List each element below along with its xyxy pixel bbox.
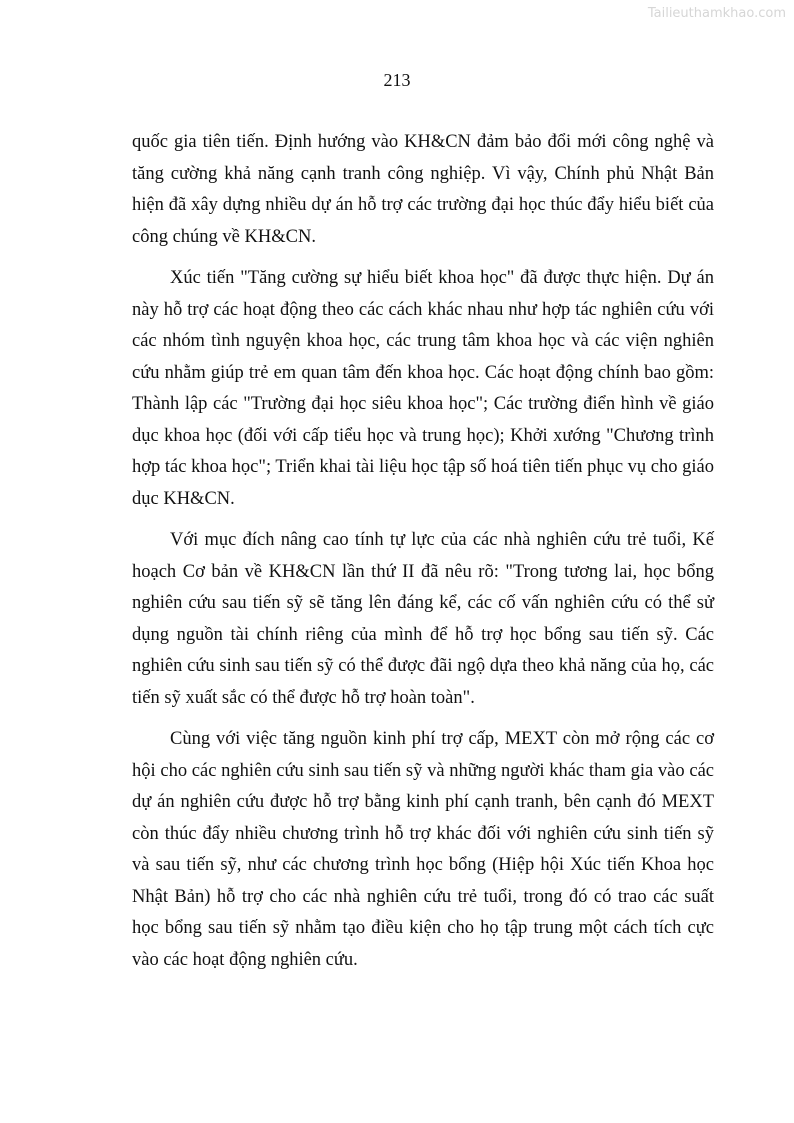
watermark-text: Tailieuthamkhao.com [647,6,786,21]
paragraph-mext-funding: Cùng với việc tăng nguồn kinh phí trợ cấp, MEXT còn mở rộng các cơ hội cho các nghiên cứu sinh sau tiến sỹ và những người khác tham gia vào các dự án nghiên cứu được hỗ trợ bằng kinh phí cạnh tranh, bên cạnh đó MEXT còn thúc đẩy nhiều chương trình hỗ trợ khác đối với nghiên cứu sinh tiến sỹ và sau tiến sỹ, như các chương trình học bổng (Hiệp hội Xúc tiến Khoa học Nhật Bản) hỗ trợ cho các nhà nghiên cứu trẻ tuổi, trong đó có trao các suất học bổng sau tiến sỹ nhằm tạo điều kiện cho họ tập trung một cách tích cực vào các hoạt động nghiên cứu. [132,729,714,970]
paragraph-science-understanding: Xúc tiến "Tăng cường sự hiểu biết khoa học" đã được thực hiện. Dự án này hỗ trợ các hoạt động theo các cách khác nhau như hợp tác nghiên cứu với các nhóm tình nguyện khoa học, các trung tâm khoa học và các viện nghiên cứu nhằm giúp trẻ em quan tâm đến khoa học. Các hoạt động chính bao gồm: Thành lập các "Trường đại học siêu khoa học"; Các trường điển hình về giáo dục khoa học (đối với cấp tiểu học và trung học); Khởi xướng "Chương trình hợp tác khoa học"; Triển khai tài liệu học tập số hoá tiên tiến phục vụ cho giáo dục KH&CN. [132,268,714,509]
page-number: 213 [383,70,411,90]
paragraph-young-researchers: Với mục đích nâng cao tính tự lực của các nhà nghiên cứu trẻ tuổi, Kế hoạch Cơ bản về KH&CN lần thứ II đã nêu rõ: "Trong tương lai, học bổng nghiên cứu sau tiến sỹ sẽ tăng lên đáng kể, các cố vấn nghiên cứu có thể sử dụng nguồn tài chính riêng của mình để hỗ trợ học bổng sau tiến sỹ. Các nghiên cứu sinh sau tiến sỹ có thể được đãi ngộ dựa theo khả năng của họ, các tiến sỹ xuất sắc có thể được hỗ trợ hoàn toàn". [132,530,714,708]
document-body [132,127,714,986]
paragraph-continuation: quốc gia tiên tiến. Định hướng vào KH&CN đảm bảo đổi mới công nghệ và tăng cường khả năng cạnh tranh công nghiệp. Vì vậy, Chính phủ Nhật Bản hiện đã xây dựng nhiều dự án hỗ trợ các trường đại học thúc đẩy hiểu biết của công chúng về KH&CN. [132,132,714,247]
